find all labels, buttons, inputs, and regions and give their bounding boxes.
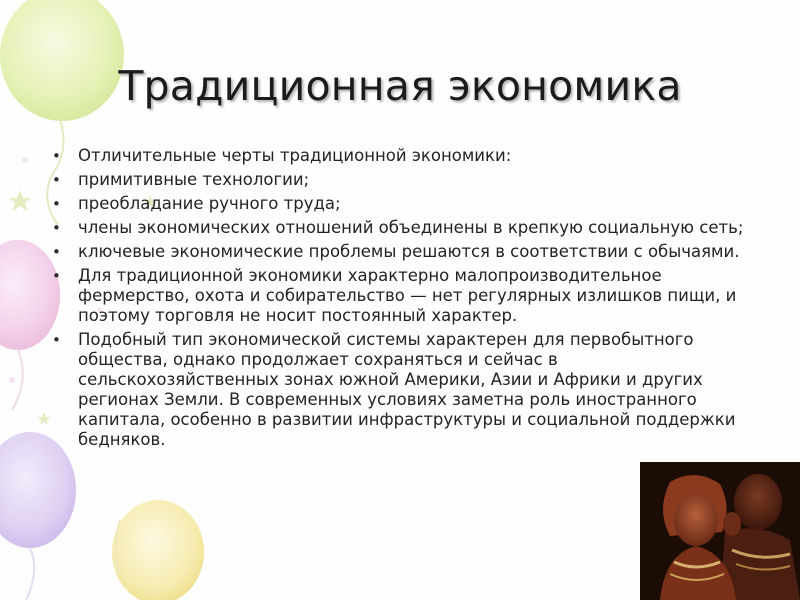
bullet-text: Для традиционной экономики характерно малопроизводительное фермерство, охота и собирательство — нет регулярных излишков пищи, и поэтому торговля не носит постоянный характер. xyxy=(78,266,737,325)
bullet-dot: • xyxy=(52,267,61,285)
bullet-text: Подобный тип экономической системы характерен для первобытного общества, однако продолжает сохраняться и сейчас в сельскохозяйственных зонах южной Америки, Азии и Африки и других регионах Земли. В современных условиях заметна роль иностранного капитала, особенно в развитии инфраструктуры и социальной поддержки бедняков. xyxy=(78,330,736,449)
tribal-women-photo xyxy=(640,462,800,600)
bullet-dot: • xyxy=(52,171,61,189)
bullet-text: примитивные технологии; xyxy=(78,170,310,189)
bullet-item xyxy=(48,146,760,166)
bullet-dot: • xyxy=(52,243,61,261)
bullet-text: ключевые экономические проблемы решаются в соответствии с обычаями. xyxy=(78,242,740,261)
bullet-text: члены экономических отношений объединены в крепкую социальную сеть; xyxy=(78,218,744,237)
bullet-item xyxy=(48,170,760,190)
bullet-text: Отличительные черты традиционной экономики: xyxy=(78,146,512,165)
bullet-item xyxy=(48,266,760,326)
bullet-dot: • xyxy=(52,195,61,213)
yellow-balloon xyxy=(112,500,204,600)
bullet-text: преобладание ручного труда; xyxy=(78,194,341,213)
bullet-item xyxy=(48,242,760,262)
bullet-item xyxy=(48,194,760,214)
bullet-dot: • xyxy=(52,219,61,237)
bullet-item xyxy=(48,218,760,238)
purple-balloon xyxy=(0,432,76,600)
bullet-item xyxy=(48,330,760,450)
slide-title: Традиционная экономика xyxy=(118,62,682,110)
bullet-dot: • xyxy=(52,147,61,165)
bullet-list xyxy=(48,146,760,454)
bullet-dot: • xyxy=(52,331,61,349)
